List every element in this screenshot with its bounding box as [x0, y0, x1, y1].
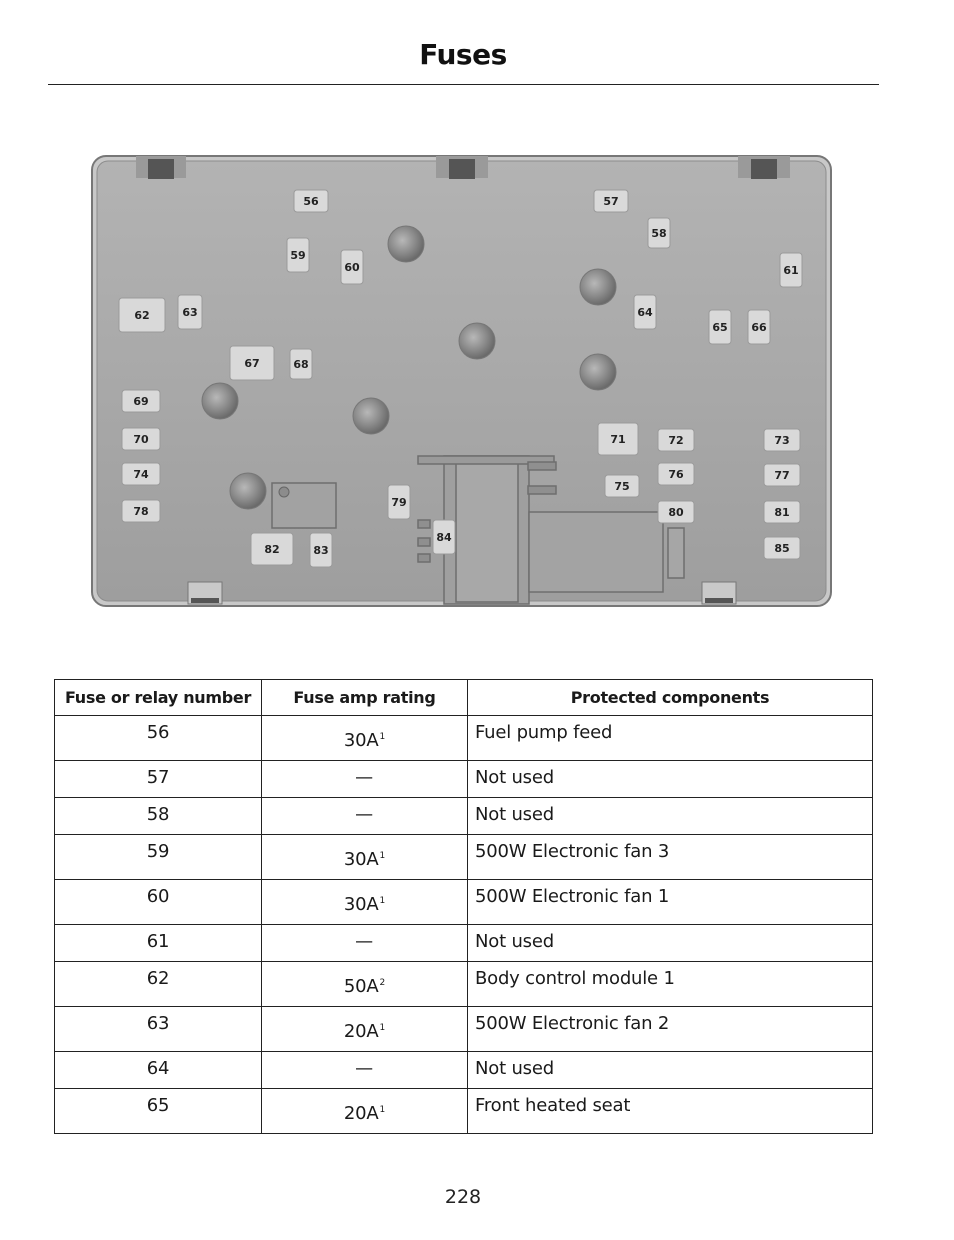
amp-rating-value: 30A: [343, 894, 379, 915]
fuse-label-77: 77: [774, 469, 790, 482]
fuse-label-56: 56: [303, 195, 319, 208]
footnote-marker: 1: [379, 851, 386, 861]
fuse-number-cell: 60: [55, 880, 262, 925]
fuse-number-cell: 56: [55, 716, 262, 761]
fuse-label-57: 57: [603, 195, 619, 208]
amp-rating-value: 20A: [343, 1021, 379, 1042]
fuse-label-79: 79: [391, 496, 407, 509]
fuse-label-82: 82: [264, 543, 280, 556]
amp-rating-cell: [262, 1007, 468, 1052]
fuse-label-69: 69: [133, 395, 149, 408]
amp-rating-cell: [262, 716, 468, 761]
fuse-label-70: 70: [133, 433, 149, 446]
amp-rating-value: 30A: [343, 849, 379, 870]
protected-component-cell: Not used: [468, 925, 873, 962]
amp-rating-value: —: [355, 804, 373, 825]
table-row: [55, 925, 873, 962]
amp-rating-cell: [262, 962, 468, 1007]
protected-component-cell: 500W Electronic fan 3: [468, 835, 873, 880]
header-fuse-number: Fuse or relay number: [55, 680, 262, 716]
amp-rating-value: 20A: [343, 1103, 379, 1124]
fuse-label-74: 74: [133, 468, 149, 481]
title-divider: [48, 84, 879, 85]
protected-component-cell: 500W Electronic fan 2: [468, 1007, 873, 1052]
protected-component-cell: Fuel pump feed: [468, 716, 873, 761]
amp-rating-cell: [262, 1052, 468, 1089]
fuse-label-85: 85: [774, 542, 790, 555]
fuse-label-83: 83: [313, 544, 329, 557]
amp-rating-cell: [262, 835, 468, 880]
fuse-number-cell: 58: [55, 798, 262, 835]
fuse-label-71: 71: [610, 433, 626, 446]
protected-component-cell: Front heated seat: [468, 1089, 873, 1134]
footnote-marker: 2: [379, 978, 386, 988]
fuse-label-58: 58: [651, 227, 667, 240]
protected-component-cell: Not used: [468, 761, 873, 798]
fuse-box-diagram: [88, 150, 836, 612]
amp-rating-value: 30A: [343, 730, 379, 751]
fuse-label-62: 62: [134, 309, 150, 322]
table-header-row: [55, 680, 873, 716]
protected-component-cell: Not used: [468, 1052, 873, 1089]
fuse-number-cell: 61: [55, 925, 262, 962]
header-protected-components: Protected components: [468, 680, 873, 716]
protected-component-cell: 500W Electronic fan 1: [468, 880, 873, 925]
fuse-label-63: 63: [182, 306, 198, 319]
amp-rating-value: —: [355, 1058, 373, 1079]
amp-rating-cell: [262, 925, 468, 962]
fuse-number-cell: 63: [55, 1007, 262, 1052]
table-row: [55, 880, 873, 925]
header-amp-rating: Fuse amp rating: [262, 680, 468, 716]
page-number: 228: [444, 1186, 482, 1208]
fuse-label-68: 68: [293, 358, 309, 371]
fuse-label-67: 67: [244, 357, 260, 370]
fuse-label-84: 84: [436, 531, 452, 544]
amp-rating-value: —: [355, 931, 373, 952]
table-row: [55, 1089, 873, 1134]
fuse-label-73: 73: [774, 434, 790, 447]
fuse-label-64: 64: [637, 306, 653, 319]
fuse-label-80: 80: [668, 506, 684, 519]
amp-rating-value: 50A: [343, 976, 379, 997]
footnote-marker: 1: [379, 896, 386, 906]
amp-rating-cell: [262, 1089, 468, 1134]
fuse-table: [54, 679, 873, 1134]
footnote-marker: 1: [379, 732, 386, 742]
table-row: [55, 1052, 873, 1089]
fuse-label-78: 78: [133, 505, 149, 518]
table-row: [55, 962, 873, 1007]
fuse-label-76: 76: [668, 468, 684, 481]
footnote-marker: 1: [379, 1105, 386, 1115]
page-title: Fuses: [419, 38, 507, 71]
footnote-marker: 1: [379, 1023, 386, 1033]
fuse-number-cell: 57: [55, 761, 262, 798]
amp-rating-cell: [262, 880, 468, 925]
protected-component-cell: Not used: [468, 798, 873, 835]
fuse-number-cell: 62: [55, 962, 262, 1007]
fuse-number-cell: 64: [55, 1052, 262, 1089]
amp-rating-value: —: [355, 767, 373, 788]
amp-rating-cell: [262, 761, 468, 798]
table-row: [55, 798, 873, 835]
fuse-label-61: 61: [783, 264, 799, 277]
protected-component-cell: Body control module 1: [468, 962, 873, 1007]
fuse-label-72: 72: [668, 434, 684, 447]
table-row: [55, 716, 873, 761]
table-row: [55, 761, 873, 798]
fuse-number-cell: 59: [55, 835, 262, 880]
fuse-label-75: 75: [614, 480, 630, 493]
amp-rating-cell: [262, 798, 468, 835]
fuse-label-65: 65: [712, 321, 728, 334]
fuse-label-59: 59: [290, 249, 306, 262]
fuse-label-81: 81: [774, 506, 790, 519]
table-row: [55, 1007, 873, 1052]
table-row: [55, 835, 873, 880]
fuse-label-60: 60: [344, 261, 360, 274]
fuse-number-cell: 65: [55, 1089, 262, 1134]
fuse-label-66: 66: [751, 321, 767, 334]
